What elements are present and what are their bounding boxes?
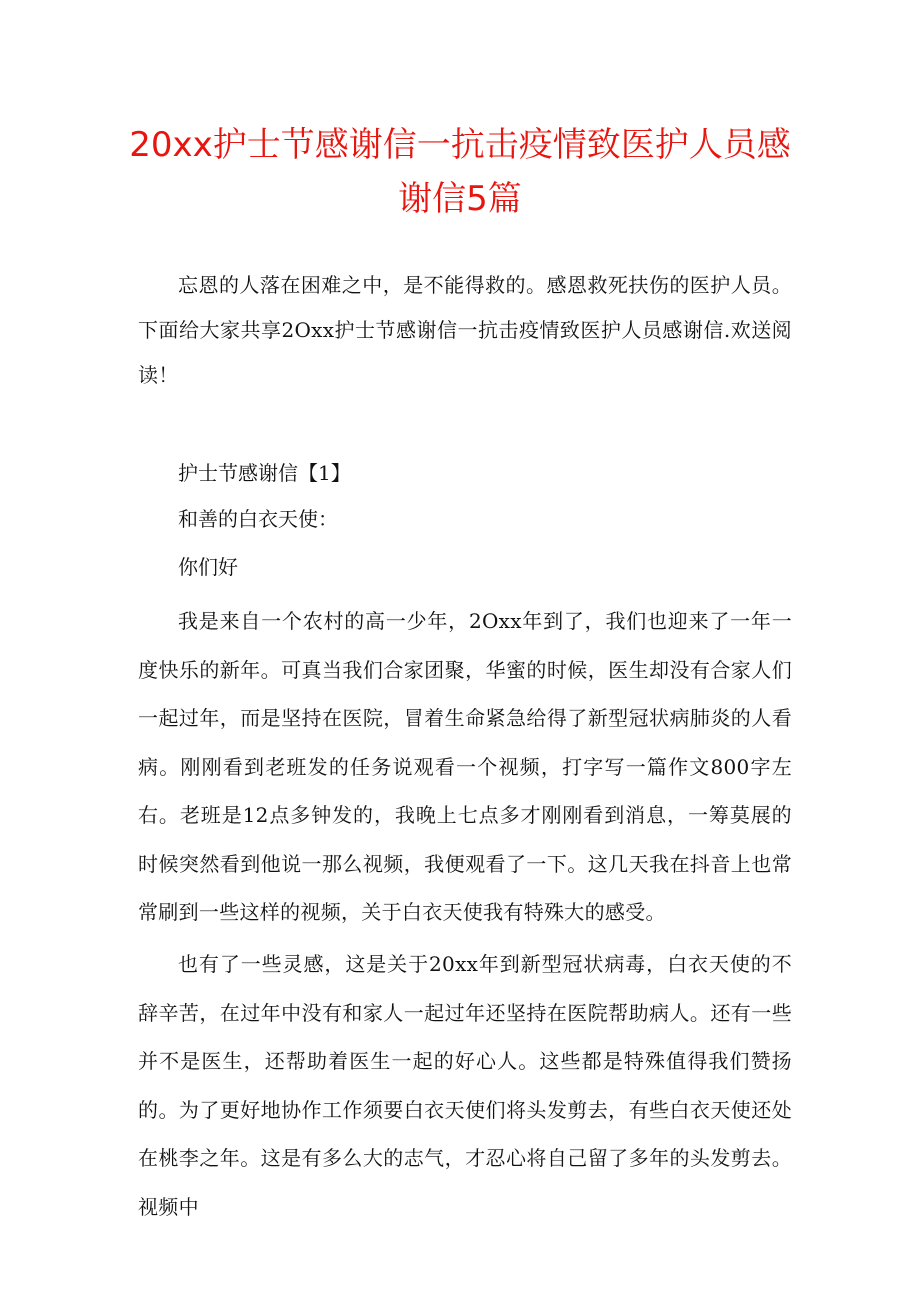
document-title: 20xx护士节感谢信一抗击疫情致医护人员感谢信5篇 (129, 125, 791, 219)
section-heading: 护士节感谢信【1】 (178, 461, 351, 485)
body-paragraph-1: 我是来自一个农村的高一少年，2Oxx年到了，我们也迎来了一年一度快乐的新年。可真当我们合家团聚，华蜜的时候，医生却没有合家人们一起过年，而是坚持在医院，冒着生命紧急给得了新型冠状病肺炎的人看病。刚刚看到老班发的任务说观看一个视频，打字写一篇作文800字左右。老班是12点多钟发的，我晚上七点多才刚刚看到消息，一筹莫展的时候突然看到他说一那么视频，我便观看了一下。这几天我在抖音上也常常刷到一些这样的视频，关于白衣天使我有特殊大的感受。 (138, 609, 792, 924)
letter-greeting: 你们好 (178, 555, 238, 579)
intro-paragraph: 忘恩的人落在困难之中，是不能得救的。感恩救死扶伤的医护人员。下面给大家共享2Oxx护士节感谢信一抗击疫情致医护人员感谢信.欢送阅读！ (138, 273, 792, 387)
body-paragraph-2: 也有了一些灵感，这是关于20xx年到新型冠状病毒，白衣天使的不辞辛苦，在过年中没有和家人一起过年还坚持在医院帮助病人。还有一些并不是医生，还帮助着医生一起的好心人。这些都是特殊值得我们赞扬的。为了更好地协作工作须要白衣天使们将头发剪去，有些白衣天使还处在桃李之年。这是有多么大的志气，才忍心将自己留了多年的头发剪去。视频中 (138, 952, 792, 1219)
letter-salutation: 和善的白衣天使： (178, 507, 338, 531)
